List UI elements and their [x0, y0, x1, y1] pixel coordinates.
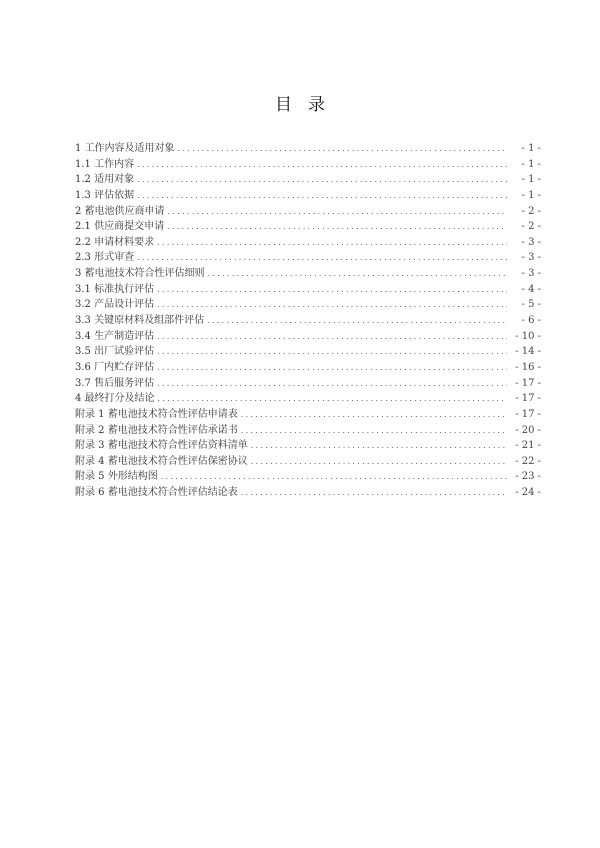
dot-leader [157, 360, 507, 376]
toc-entry-label: 附录 4 蓄电池技术符合性评估保密协议 [75, 455, 248, 467]
dot-leader [161, 469, 507, 485]
toc-entry-label: 2.3 形式审查 [75, 252, 135, 264]
toc-entry-page: - 2 - [521, 221, 541, 233]
toc-entry[interactable] [75, 391, 541, 407]
toc-entry-page: - 22 - [515, 455, 541, 467]
toc-entry-page: - 1 - [521, 174, 541, 186]
toc-entry[interactable] [75, 313, 541, 329]
toc-entry-label: 1.1 工作内容 [75, 158, 135, 170]
toc-entry[interactable] [75, 141, 541, 157]
dot-leader [241, 485, 507, 501]
dot-leader [178, 141, 507, 157]
toc-entry-label: 附录 2 蓄电池技术符合性评估承诺书 [75, 424, 238, 436]
toc-entry[interactable] [75, 485, 541, 501]
toc-entry-page: - 20 - [515, 424, 541, 436]
dot-leader [157, 282, 507, 298]
toc-entry-label: 3.1 标准执行评估 [75, 283, 155, 295]
toc-entry-page: - 5 - [521, 299, 541, 311]
toc-entry-page: - 3 - [521, 236, 541, 248]
toc-entry[interactable] [75, 172, 541, 188]
toc-entry[interactable] [75, 329, 541, 345]
dot-leader [158, 391, 507, 407]
toc-entry-label: 附录 1 蓄电池技术符合性评估申请表 [75, 408, 238, 420]
toc-entry-label: 附录 5 外形结构图 [75, 471, 158, 483]
toc-entry-page: - 16 - [515, 361, 541, 373]
toc-entry[interactable] [75, 360, 541, 376]
dot-leader [208, 266, 507, 282]
toc-entry[interactable] [75, 454, 541, 470]
toc-entry-label: 3.3 关键原材料及组部件评估 [75, 315, 205, 327]
toc-entry-label: 2.2 申请材料要求 [75, 236, 155, 248]
toc-entry-label: 1 工作内容及适用对象 [75, 143, 175, 154]
toc-entry-page: - 3 - [521, 252, 541, 264]
dot-leader [137, 157, 507, 173]
dot-leader [137, 188, 507, 204]
toc-entry-label: 3.5 出厂试验评估 [75, 346, 155, 358]
dot-leader [157, 235, 507, 251]
toc-entry-page: - 17 - [515, 393, 541, 405]
toc-entry[interactable] [75, 219, 541, 235]
toc-entry-label: 附录 6 蓄电池技术符合性评估结论表 [75, 487, 238, 499]
dot-leader [137, 172, 507, 188]
toc-entry[interactable] [75, 188, 541, 204]
toc-entry-page: - 4 - [521, 283, 541, 295]
toc-entry-label: 4 最终打分及结论 [75, 393, 155, 405]
toc-entry[interactable] [75, 157, 541, 173]
dot-leader [241, 407, 507, 423]
table-of-contents [75, 141, 541, 501]
dot-leader [251, 438, 507, 454]
toc-entry-label: 附录 3 蓄电池技术符合性评估资料清单 [75, 440, 248, 452]
dot-leader [168, 204, 507, 220]
toc-entry-page: - 1 - [521, 158, 541, 170]
toc-entry-label: 3.2 产品设计评估 [75, 299, 155, 311]
dot-leader [207, 313, 507, 329]
toc-entry-label: 3.6 厂内贮存评估 [75, 361, 155, 373]
toc-entry[interactable] [75, 423, 541, 439]
toc-entry[interactable] [75, 250, 541, 266]
toc-entry-label: 3.7 售后服务评估 [75, 377, 155, 389]
toc-entry-label: 1.2 适用对象 [75, 174, 135, 186]
toc-entry-page: - 14 - [515, 346, 541, 358]
toc-entry-page: - 23 - [515, 471, 541, 483]
toc-entry[interactable] [75, 438, 541, 454]
toc-entry-label: 2.1 供应商提交申请 [75, 221, 165, 233]
toc-entry-page: - 17 - [515, 377, 541, 389]
toc-entry[interactable] [75, 297, 541, 313]
dot-leader [157, 344, 507, 360]
dot-leader [241, 423, 507, 439]
toc-entry[interactable] [75, 204, 541, 220]
toc-entry-page: - 17 - [515, 408, 541, 420]
toc-entry-page: - 3 - [521, 268, 541, 280]
toc-entry-label: 2 蓄电池供应商申请 [75, 205, 165, 217]
toc-entry[interactable] [75, 266, 541, 282]
toc-entry-page: - 21 - [515, 440, 541, 452]
toc-entry-label: 1.3 评估依据 [75, 189, 135, 201]
dot-leader [157, 376, 507, 392]
dot-leader [157, 297, 507, 313]
toc-entry[interactable] [75, 376, 541, 392]
toc-entry[interactable] [75, 344, 541, 360]
toc-entry-page: - 10 - [515, 330, 541, 342]
toc-entry-page: - 6 - [521, 315, 541, 327]
toc-entry[interactable] [75, 407, 541, 423]
toc-title: 目录 [275, 95, 341, 115]
toc-entry-page: - 24 - [515, 487, 541, 499]
dot-leader [157, 329, 507, 345]
toc-entry-page: - 2 - [521, 205, 541, 217]
toc-entry[interactable] [75, 469, 541, 485]
dot-leader [251, 454, 507, 470]
toc-entry[interactable] [75, 282, 541, 298]
toc-entry-page: - 1 - [521, 189, 541, 201]
toc-entry-label: 3.4 生产制造评估 [75, 330, 155, 342]
dot-leader [137, 250, 507, 266]
dot-leader [167, 219, 507, 235]
toc-entry[interactable] [75, 235, 541, 251]
toc-entry-page: - 1 - [521, 143, 541, 154]
toc-entry-label: 3 蓄电池技术符合性评估细则 [75, 268, 205, 280]
